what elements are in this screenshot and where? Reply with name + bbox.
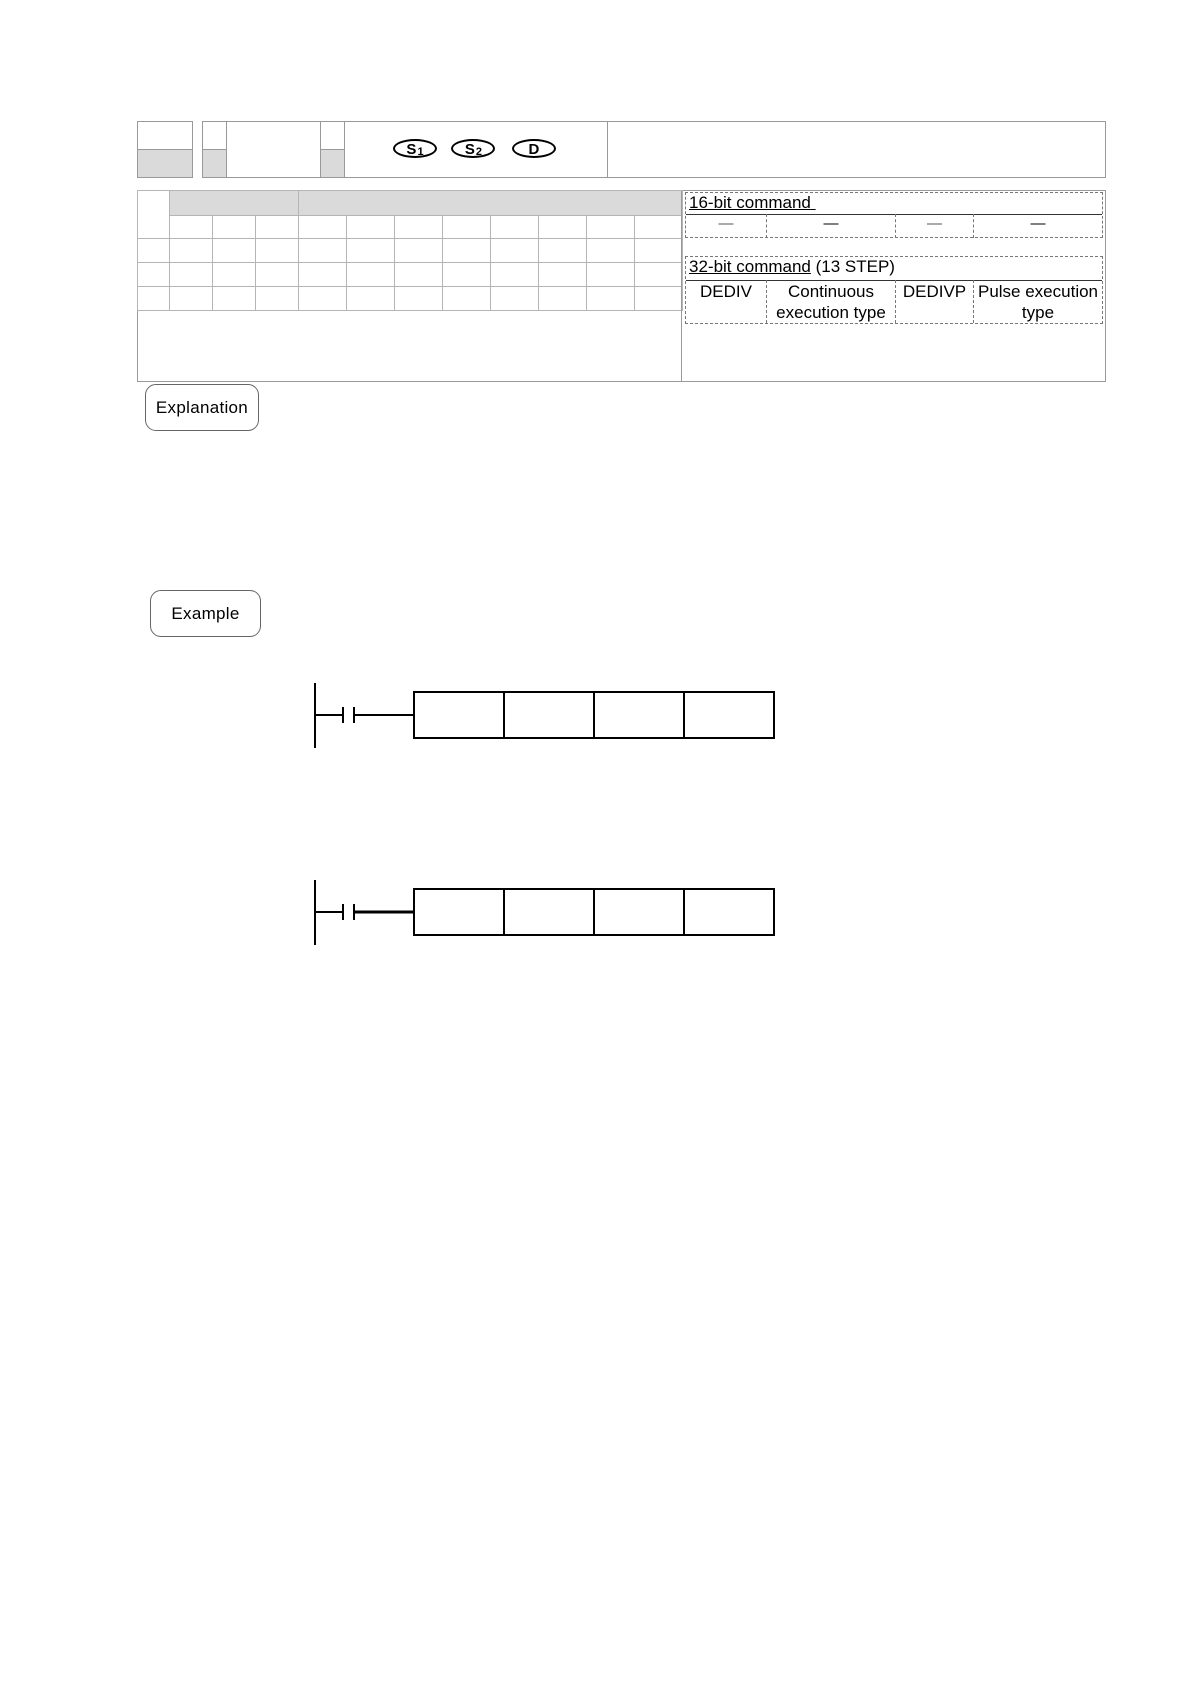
operand-d: D (512, 139, 556, 158)
bit16-mnemonic: — (718, 215, 734, 232)
bit16-type: — (823, 215, 839, 232)
command-panel (683, 191, 1105, 381)
operand-device-table (137, 190, 1106, 382)
operand-s2: $S_2$ (451, 139, 495, 158)
api-number-box (137, 121, 193, 178)
bit32-title: 32-bit command (13 STEP) (689, 257, 895, 276)
example-tag: Example (150, 590, 261, 637)
ladder-rung-1 (310, 680, 790, 755)
instruction-box-mnemonic (414, 889, 504, 935)
operand-list (393, 139, 593, 163)
normally-open-contact-icon (343, 904, 354, 920)
instruction-box-s2 (594, 692, 684, 738)
instruction-box-mnemonic (414, 692, 504, 738)
instruction-box-d (684, 889, 774, 935)
instruction-box-s1 (504, 692, 594, 738)
bit32-mnemonic: DEDIV (700, 282, 752, 301)
bit32-type: Continuous execution type (776, 282, 886, 322)
bit16-block (685, 192, 1103, 238)
instruction-box-d (684, 692, 774, 738)
instruction-box-s1 (504, 889, 594, 935)
device-grid (137, 190, 683, 311)
bit16-pulse-mnemonic: — (927, 215, 942, 232)
bit32-pulse-mnemonic: DEDIVP (902, 282, 967, 301)
notes-area (138, 313, 681, 381)
explanation-tag: Explanation (145, 384, 259, 431)
bit32-pulse-type: Pulse execution type (977, 282, 1099, 322)
instruction-box-s2 (594, 889, 684, 935)
operand-s1: $S_1$ (393, 139, 437, 158)
bit16-title: 16-bit command (689, 193, 811, 212)
normally-open-contact-icon (343, 707, 354, 723)
bit32-block (685, 256, 1103, 324)
bit16-pulse-type: — (1030, 215, 1046, 232)
ladder-rung-2 (310, 877, 790, 952)
instruction-header (202, 121, 1106, 178)
